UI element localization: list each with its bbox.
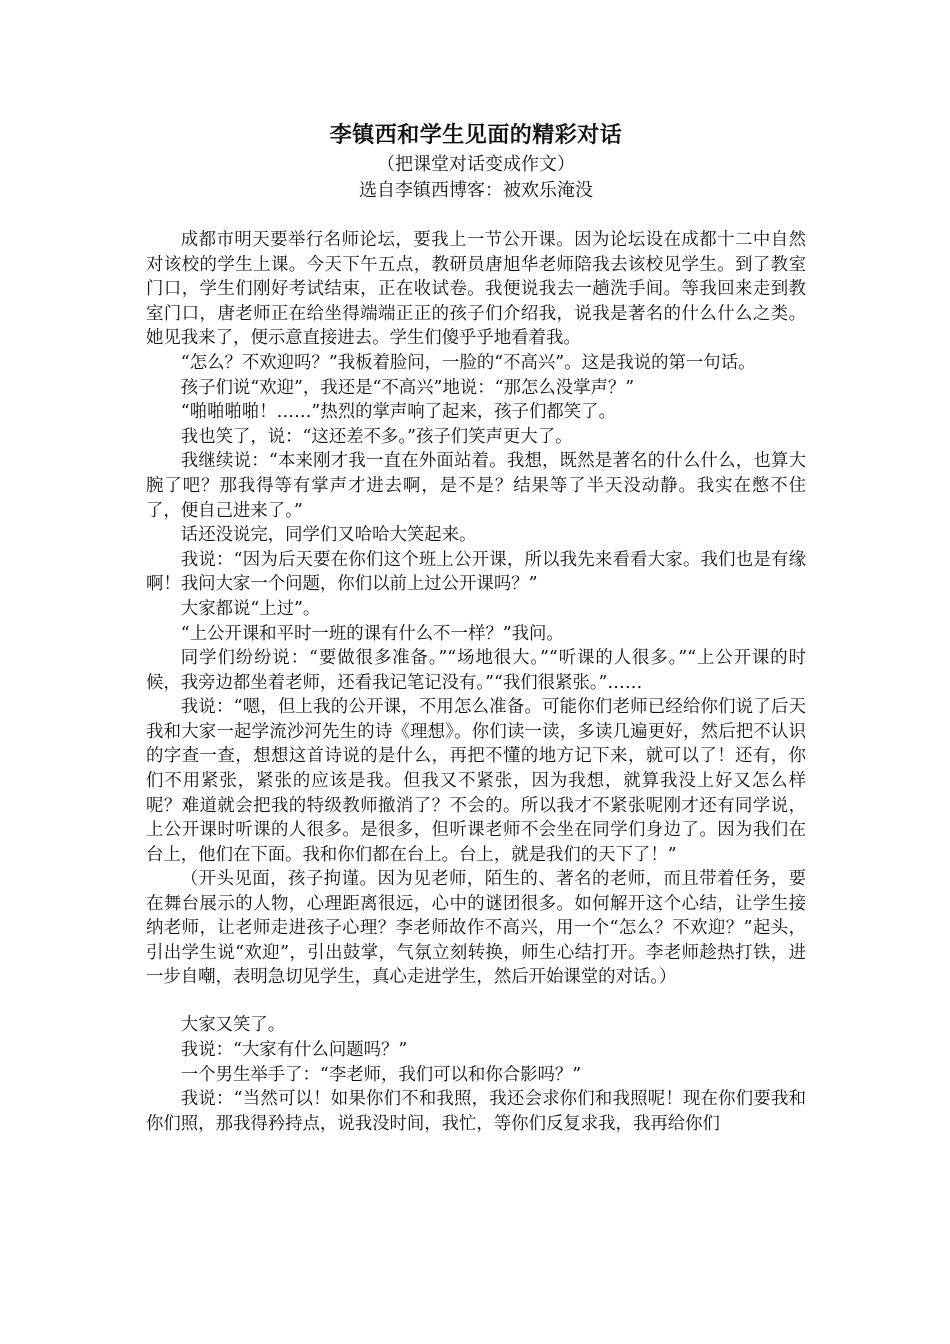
paragraph: “上公开课和平时一班的课有什么不一样？”我问。: [180, 623, 564, 644]
paragraph: 我说：“大家有什么问题吗？”: [180, 1040, 408, 1061]
paragraph: 我说：“因为后天要在你们这个班上公开课，所以我先来看看大家。我们也是有缘啊！我问大家一个问题，你们以前上过公开课吗？”: [146, 549, 806, 595]
paragraph: “啪啪啪啪！……”热烈的掌声响了起来，孩子们都笑了。: [180, 402, 616, 423]
paragraph: 一个男生举手了：“李老师，我们可以和你合影吗？”: [180, 1064, 582, 1085]
paragraph: 我说：“当然可以！如果你们不和我照，我还会求你们和我照呢！现在你们要我和你们照，那我得矜持点，说我没时间，我忙，等你们反复求我，我再给你们: [146, 1089, 806, 1134]
commentary-paragraph: （开头见面，孩子拘谨。因为见老师，陌生的、著名的老师，而且带着任务，要在舞台展示的人物，心理距离很远，心中的谜团很多。如何解开这个心结，让学生接纳老师，让老师走进孩子心理？李老师故作不高兴，用一个“怎么？不欢迎？”起头，引出学生说“欢迎”，引出鼓掌，气氛立刻转换，师生心结打开。李老师趁热打铁，进一步自嘲，表明急切见学生，真心走进学生，然后开始课堂的对话。）: [146, 869, 806, 988]
paragraph-spacer: [146, 989, 806, 1013]
paragraph: “怎么？不欢迎吗？”我板着脸问，一脸的“不高兴”。这是我说的第一句话。: [180, 352, 756, 373]
document-header: [146, 120, 806, 204]
paragraph: 我也笑了，说：“这还差不多。”孩子们笑声更大了。: [180, 426, 573, 447]
paragraph: 同学们纷纷说：“要做很多准备。”“场地很大。”“听课的人很多。”“上公开课的时候，我旁边都坐着老师，还看我记笔记没有。”“我们很紧张。”……: [146, 648, 806, 693]
paragraph: 话还没说完，同学们又哈哈大笑起来。: [180, 525, 477, 546]
paragraph: 我说：“嗯，但上我的公开课，不用怎么准备。可能你们老师已经给你们说了后天我和大家一起学流沙河先生的诗《理想》。你们读一读，多读几遍更好，然后把不认识的字查一查，想想这首诗说的是什么，再把不懂的地方记下来，就可以了！还有，你们不用紧张，紧张的应该是我。但我又不紧张，因为我想，就算我没上好又怎么样呢？难道就会把我的特级教师撤消了？不会的。所以我才不紧张呢刚才还有同学说，上公开课时听课的人很多。是很多，但听课老师不会坐在同学们身边了。因为我们在台上，他们在下面。我和你们都在台上。台上，就是我们的天下了！”: [146, 697, 806, 865]
document-title: 李镇西和学生见面的精彩对话: [329, 123, 623, 148]
document-body: [146, 228, 806, 1136]
paragraph: 大家都说“上过”。: [180, 598, 321, 619]
paragraph: 大家又笑了。: [180, 1015, 286, 1036]
paragraph: 成都市明天要举行名师论坛，要我上一节公开课。因为论坛设在成都十二中自然对该校的学生上课。今天下午五点，教研员唐旭华老师陪我去该校见学生。到了教室门口，学生们刚好考试结束，正在收试卷。我便说我去一趟洗手间。等我回来走到教室门口，唐老师正在给坐得端端正正的孩子们介绍我，说我是著名的什么什么之类。她见我来了，便示意直接进去。学生们傻乎乎地看着我。: [146, 230, 806, 349]
document-subtitle: （把课堂对话变成作文）: [377, 154, 575, 175]
paragraph: 孩子们说“欢迎”，我还是“不高兴”地说：“那怎么没掌声？”: [180, 377, 635, 398]
paragraph: 我继续说：“本来刚才我一直在外面站着。我想，既然是著名的什么什么，也算大腕了吧？那我得等有掌声才进去啊，是不是？结果等了半天没动静。我实在憋不住了，便自己进来了。”: [146, 451, 806, 521]
document-source: 选自李镇西博客：被欢乐淹没: [359, 180, 593, 201]
